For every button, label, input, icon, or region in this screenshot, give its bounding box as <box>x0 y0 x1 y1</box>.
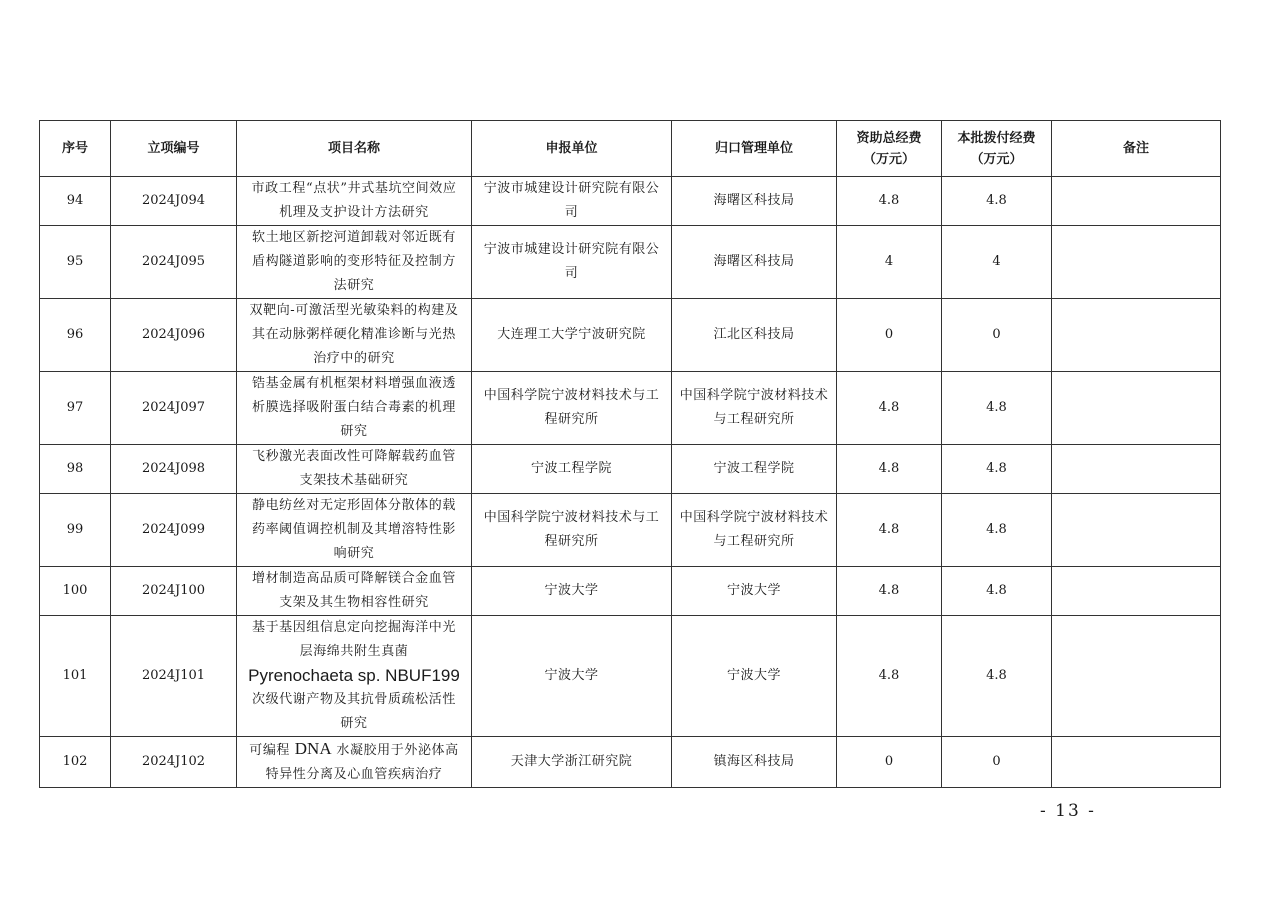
header-batch-funding <box>942 121 1052 177</box>
cell-total-funding: 4 <box>837 226 942 299</box>
cell-seq: 100 <box>40 567 111 616</box>
cell-manager: 中国科学院宁波材料技术与工程研究所 <box>672 372 837 445</box>
cell-project-id: 2024J095 <box>111 226 237 299</box>
cell-seq: 94 <box>40 177 111 226</box>
cell-manager: 宁波大学 <box>672 616 837 737</box>
cell-remarks <box>1052 567 1221 616</box>
cell-total-funding: 4.8 <box>837 567 942 616</box>
cell-manager: 海曙区科技局 <box>672 226 837 299</box>
project-name-part: 基于基因组信息定向挖掘海洋中光层海绵共附生真菌 <box>251 620 456 659</box>
header-total-funding-unit: （万元） <box>862 151 915 167</box>
project-name-part: 次级代谢产物及其抗骨质疏松活性研究 <box>251 692 456 731</box>
cell-remarks <box>1052 445 1221 494</box>
table-row <box>40 226 1221 299</box>
header-manager: 归口管理单位 <box>672 121 837 177</box>
header-project-name: 项目名称 <box>237 121 472 177</box>
cell-total-funding: 4.8 <box>837 372 942 445</box>
cell-batch-funding: 4.8 <box>942 494 1052 567</box>
table-row <box>40 372 1221 445</box>
cell-total-funding: 4.8 <box>837 445 942 494</box>
cell-manager: 江北区科技局 <box>672 299 837 372</box>
cell-project-name: 锆基金属有机框架材料增强血液透析膜选择吸附蛋白结合毒素的机理研究 <box>237 372 472 445</box>
cell-applicant: 天津大学浙江研究院 <box>472 737 672 788</box>
cell-remarks <box>1052 226 1221 299</box>
cell-project-id: 2024J094 <box>111 177 237 226</box>
cell-batch-funding: 0 <box>942 737 1052 788</box>
cell-applicant: 宁波市城建设计研究院有限公司 <box>472 177 672 226</box>
cell-seq: 98 <box>40 445 111 494</box>
cell-project-id: 2024J100 <box>111 567 237 616</box>
header-seq: 序号 <box>40 121 111 177</box>
cell-applicant: 中国科学院宁波材料技术与工程研究所 <box>472 372 672 445</box>
cell-project-name <box>237 737 472 788</box>
cell-batch-funding: 4 <box>942 226 1052 299</box>
cell-applicant: 宁波工程学院 <box>472 445 672 494</box>
header-batch-funding-unit: （万元） <box>970 151 1023 167</box>
cell-project-id: 2024J099 <box>111 494 237 567</box>
cell-project-name <box>237 616 472 737</box>
header-total-funding <box>837 121 942 177</box>
cell-batch-funding: 4.8 <box>942 372 1052 445</box>
species-name: Pyrenochaeta sp. NBUF199 <box>248 666 460 685</box>
cell-total-funding: 0 <box>837 299 942 372</box>
table-row <box>40 616 1221 737</box>
cell-remarks <box>1052 372 1221 445</box>
cell-remarks <box>1052 177 1221 226</box>
table-row <box>40 737 1221 788</box>
cell-applicant: 宁波大学 <box>472 616 672 737</box>
cell-project-name: 静电纺丝对无定形固体分散体的载药率阈值调控机制及其增溶特性影响研究 <box>237 494 472 567</box>
table-row <box>40 299 1221 372</box>
cell-project-id: 2024J096 <box>111 299 237 372</box>
cell-seq: 96 <box>40 299 111 372</box>
cell-batch-funding: 0 <box>942 299 1052 372</box>
cell-manager: 海曙区科技局 <box>672 177 837 226</box>
header-remarks: 备注 <box>1052 121 1221 177</box>
header-total-funding-label: 资助总经费 <box>856 130 922 146</box>
cell-manager: 宁波大学 <box>672 567 837 616</box>
project-name-part: 水凝胶用于外泌体高特异性分离及心血管疾病治疗 <box>265 743 459 782</box>
cell-batch-funding: 4.8 <box>942 445 1052 494</box>
header-applicant: 申报单位 <box>472 121 672 177</box>
table-row <box>40 445 1221 494</box>
cell-batch-funding: 4.8 <box>942 177 1052 226</box>
cell-applicant: 宁波市城建设计研究院有限公司 <box>472 226 672 299</box>
cell-remarks <box>1052 299 1221 372</box>
cell-project-id: 2024J101 <box>111 616 237 737</box>
cell-total-funding: 4.8 <box>837 494 942 567</box>
table-row <box>40 494 1221 567</box>
cell-applicant: 大连理工大学宁波研究院 <box>472 299 672 372</box>
cell-seq: 95 <box>40 226 111 299</box>
cell-remarks <box>1052 737 1221 788</box>
project-name-part: 可编程 <box>249 743 291 758</box>
cell-project-id: 2024J097 <box>111 372 237 445</box>
table-header-row <box>40 121 1221 177</box>
header-project-id: 立项编号 <box>111 121 237 177</box>
cell-total-funding: 4.8 <box>837 616 942 737</box>
cell-applicant: 宁波大学 <box>472 567 672 616</box>
cell-applicant: 中国科学院宁波材料技术与工程研究所 <box>472 494 672 567</box>
cell-seq: 102 <box>40 737 111 788</box>
cell-seq: 101 <box>40 616 111 737</box>
table-row <box>40 567 1221 616</box>
cell-manager: 宁波工程学院 <box>672 445 837 494</box>
cell-project-id: 2024J098 <box>111 445 237 494</box>
cell-remarks <box>1052 616 1221 737</box>
cell-project-name: 双靶向-可激活型光敏染料的构建及其在动脉粥样硬化精准诊断与光热治疗中的研究 <box>237 299 472 372</box>
cell-total-funding: 0 <box>837 737 942 788</box>
cell-project-name: 软土地区新挖河道卸载对邻近既有盾构隧道影响的变形特征及控制方法研究 <box>237 226 472 299</box>
cell-remarks <box>1052 494 1221 567</box>
page-number: - 13 - <box>1040 801 1096 821</box>
header-batch-funding-label: 本批拨付经费 <box>957 130 1036 146</box>
cell-seq: 99 <box>40 494 111 567</box>
cell-batch-funding: 4.8 <box>942 567 1052 616</box>
cell-project-id: 2024J102 <box>111 737 237 788</box>
cell-batch-funding: 4.8 <box>942 616 1052 737</box>
cell-manager: 中国科学院宁波材料技术与工程研究所 <box>672 494 837 567</box>
cell-project-name: 市政工程“点状”井式基坑空间效应机理及支护设计方法研究 <box>237 177 472 226</box>
cell-seq: 97 <box>40 372 111 445</box>
cell-project-name: 飞秒激光表面改性可降解载药血管支架技术基础研究 <box>237 445 472 494</box>
table-row <box>40 177 1221 226</box>
cell-manager: 镇海区科技局 <box>672 737 837 788</box>
cell-project-name: 增材制造高品质可降解镁合金血管支架及其生物相容性研究 <box>237 567 472 616</box>
funding-table <box>39 120 1221 788</box>
dna-term: DNA <box>294 739 332 758</box>
cell-total-funding: 4.8 <box>837 177 942 226</box>
